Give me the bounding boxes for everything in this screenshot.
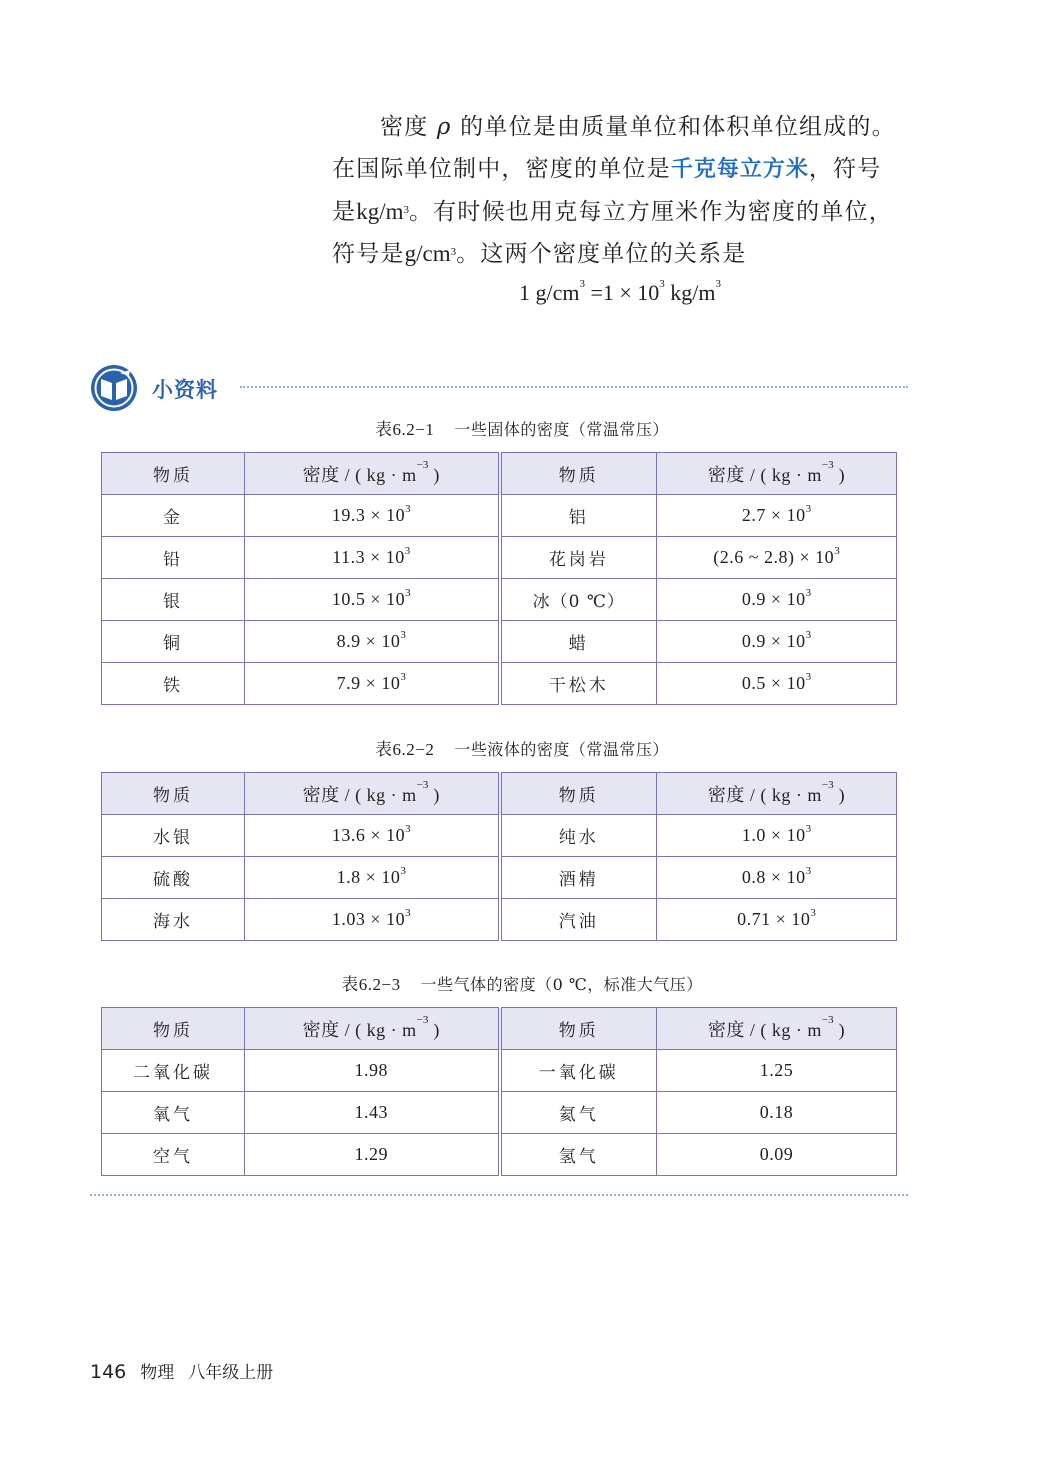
table-header-row: 物质 密度 / ( kg · $m^{-3}$ ) 物质 密度 / ( kg · $m^{-3}$ )	[102, 1008, 897, 1050]
table2-caption: 表6.2−2 一些液体的密度（常温常压）	[375, 740, 669, 759]
table-gases-density	[101, 1007, 897, 1176]
info-section-header	[90, 364, 910, 414]
paragraph-line-3: 是$kg/m^3$。有时候也用克每立方厘米作为密度的单位，	[332, 199, 893, 225]
book-icon	[90, 364, 138, 412]
rho-symbol: ρ	[436, 114, 452, 140]
divider-dotted-top	[240, 386, 908, 388]
table-row: 铁 $7.9 \times 10^3$ 干松木 $0.5 \times 10^3$	[102, 663, 897, 705]
footer-subject: 物理	[140, 1363, 175, 1383]
table-row: 铜 $8.9 \times 10^3$ 蜡 $0.9 \times 10^3$	[102, 621, 897, 663]
table-row: 氧气 1.43 氦气 0.18	[102, 1092, 897, 1134]
unit-relation-formula: 1 $g/cm^3 =1 \times 10^3$ $kg/m^3$	[518, 278, 722, 305]
table-liquids-density	[101, 772, 897, 941]
table-row: 铅 $11.3 \times 10^3$ 花岗岩 (2.6 ~ $2.8) \times 10^3$	[102, 537, 897, 579]
page-footer	[90, 1358, 273, 1383]
footer-grade: 八年级上册	[188, 1363, 274, 1383]
body-paragraph	[332, 106, 912, 275]
table1-caption: 表6.2−1 一些固体的密度（常温常压）	[375, 420, 669, 439]
table-row: 二氧化碳 1.98 一氧化碳 1.25	[102, 1050, 897, 1092]
table-row: 水银 $13.6 \times 10^3$ 纯水 $1.0 \times 10^3$	[102, 815, 897, 857]
table-solids-density	[101, 452, 897, 705]
table-header-row: 物质 密度 / ( kg · $m^{-3}$ ) 物质 密度 / ( kg · $m^{-3}$ )	[102, 453, 897, 495]
table-row: 银 $10.5 \times 10^3$ 冰（0 ℃） $0.9 \times 10^3$	[102, 579, 897, 621]
table-row: 硫酸 $1.8 \times 10^3$ 酒精 $0.8 \times 10^3$	[102, 857, 897, 899]
page-number: 146	[90, 1361, 127, 1383]
divider-dotted-bottom	[90, 1194, 908, 1196]
unit-g-cm3: $g/cm^3$	[404, 241, 457, 266]
table-row: 海水 $1.03 \times 10^3$ 汽油 $0.71 \times 10^3$	[102, 899, 897, 941]
unit-kg-m3: $kg/m^3$	[356, 199, 409, 224]
keyword-kg-per-cubic-meter: 千克每立方米	[670, 157, 809, 182]
paragraph-line-1: 密度 ρ 的单位是由质量单位和体积单位组成的。	[380, 114, 896, 140]
table-header-row: 物质 密度 / ( kg · $m^{-3}$ ) 物质 密度 / ( kg · $m^{-3}$ )	[102, 773, 897, 815]
paragraph-line-4: 符号是$g/cm^3$。这两个密度单位的关系是	[332, 241, 747, 267]
table-row: 空气 1.29 氢气 0.09	[102, 1134, 897, 1176]
info-section-label: 小资料	[152, 378, 218, 402]
paragraph-line-2: 在国际单位制中，密度的单位是千克每立方米，符号	[332, 156, 882, 182]
table-row: 金 $19.3 \times 10^3$ 铝 $2.7 \times 10^3$	[102, 495, 897, 537]
table3-caption: 表6.2−3 一些气体的密度（0 ℃，标准大气压）	[341, 975, 703, 994]
